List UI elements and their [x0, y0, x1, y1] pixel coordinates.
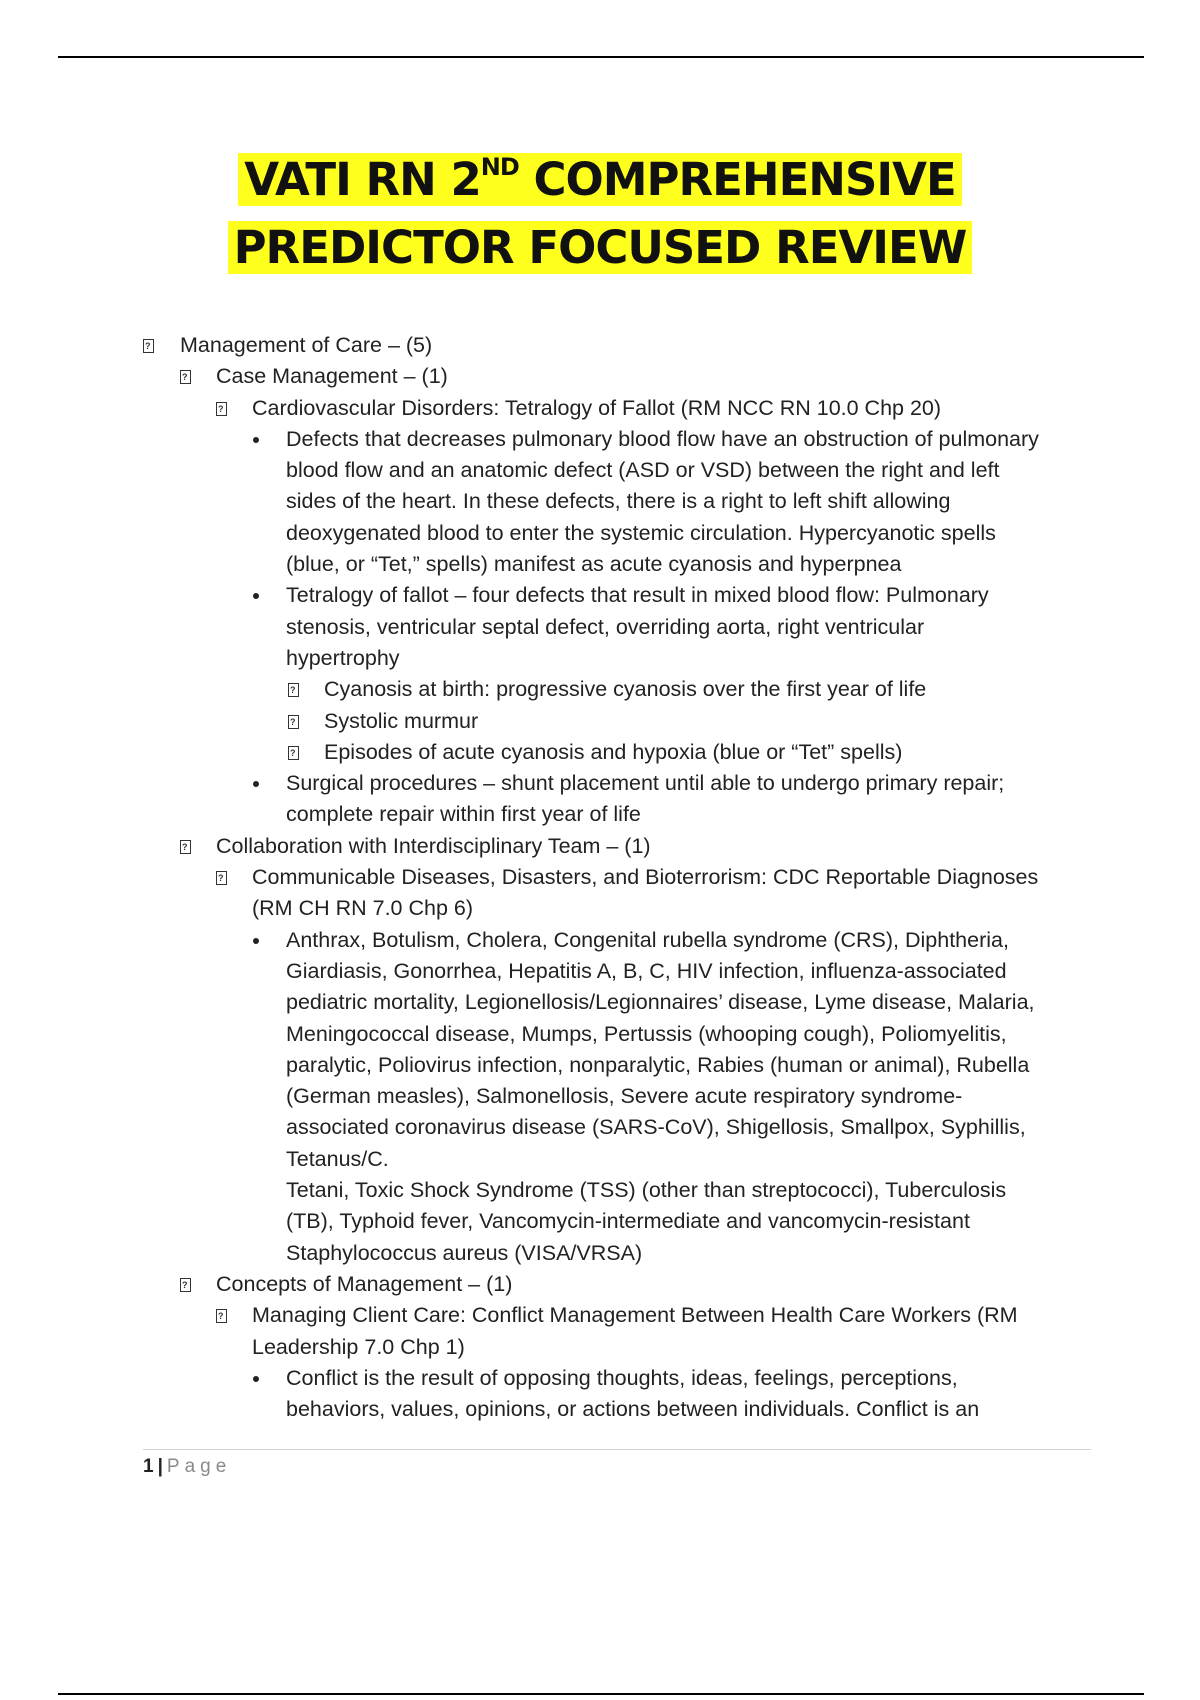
outline-line	[0, 1144, 1200, 1175]
outline-line	[0, 893, 1200, 924]
outline-text: sides of the heart. In these defects, there is a right to left shift allowing	[286, 489, 951, 514]
outline-line	[0, 330, 1200, 361]
missing-glyph-icon	[288, 683, 299, 697]
title-line-2: PREDICTOR FOCUSED REVIEW	[228, 221, 973, 274]
outline-line	[0, 706, 1200, 737]
outline-text: Staphylococcus aureus (VISA/VRSA)	[286, 1240, 643, 1265]
outline-line	[0, 1332, 1200, 1363]
outline-line	[0, 1300, 1200, 1331]
outline-line	[0, 1081, 1200, 1112]
outline-text: Case Management – (1)	[216, 364, 448, 389]
outline-line	[0, 393, 1200, 424]
outline-line	[0, 1112, 1200, 1143]
outline-text: Cardiovascular Disorders: Tetralogy of Fallot (RM NCC RN 10.0 Chp 20)	[252, 395, 942, 420]
outline-line	[0, 486, 1200, 517]
outline-text: Managing Client Care: Conflict Management Between Health Care Workers (RM	[252, 1303, 1018, 1328]
top-rule	[58, 56, 1144, 58]
outline-line	[0, 737, 1200, 768]
footer-rule	[143, 1449, 1091, 1450]
title-superscript: ND	[480, 153, 519, 181]
outline-text: Anthrax, Botulism, Cholera, Congenital rubella syndrome (CRS), Diphtheria,	[286, 927, 1009, 952]
outline-line	[0, 1050, 1200, 1081]
outline-line	[0, 1019, 1200, 1050]
outline-text: complete repair within first year of life	[286, 802, 641, 827]
outline-content	[0, 330, 1200, 1425]
outline-text: paralytic, Poliovirus infection, nonparalytic, Rabies (human or animal), Rubella	[286, 1052, 1030, 1077]
outline-text: (RM CH RN 7.0 Chp 6)	[252, 896, 474, 921]
outline-line	[0, 612, 1200, 643]
missing-glyph-icon	[216, 871, 227, 885]
outline-line	[0, 1394, 1200, 1425]
outline-text: Defects that decreases pulmonary blood flow have an obstruction of pulmonary	[286, 426, 1039, 451]
outline-line	[0, 580, 1200, 611]
outline-text: Communicable Diseases, Disasters, and Bioterrorism: CDC Reportable Diagnoses	[252, 865, 1039, 890]
outline-line	[0, 1269, 1200, 1300]
page-number: 1	[143, 1456, 154, 1477]
outline-line	[0, 361, 1200, 392]
bullet-icon	[253, 593, 259, 599]
footer-separator: |	[157, 1456, 163, 1477]
outline-line	[0, 1206, 1200, 1237]
outline-line	[0, 956, 1200, 987]
title-line-1	[238, 153, 961, 206]
outline-text: Collaboration with Interdisciplinary Team – (1)	[216, 833, 651, 858]
outline-text: behaviors, values, opinions, or actions between individuals. Conflict is an	[286, 1397, 980, 1422]
outline-text: deoxygenated blood to enter the systemic circulation. Hypercyanotic spells	[286, 520, 996, 545]
missing-glyph-icon	[180, 840, 191, 854]
outline-text: Cyanosis at birth: progressive cyanosis over the first year of life	[324, 677, 927, 702]
outline-text: Leadership 7.0 Chp 1)	[252, 1334, 465, 1359]
outline-line	[0, 862, 1200, 893]
outline-line	[0, 674, 1200, 705]
outline-text: pediatric mortality, Legionellosis/Legionnaires’ disease, Lyme disease, Malaria,	[286, 990, 1035, 1015]
outline-text: (German measles), Salmonellosis, Severe acute respiratory syndrome-	[286, 1084, 963, 1109]
outline-line	[0, 1175, 1200, 1206]
outline-line	[0, 455, 1200, 486]
outline-line	[0, 643, 1200, 674]
outline-text: Systolic murmur	[324, 708, 479, 733]
outline-line	[0, 518, 1200, 549]
outline-text: Tetralogy of fallot – four defects that result in mixed blood flow: Pulmonary	[286, 583, 989, 608]
outline-line	[0, 1238, 1200, 1269]
missing-glyph-icon	[180, 370, 191, 384]
outline-line	[0, 424, 1200, 455]
missing-glyph-icon	[288, 746, 299, 760]
outline-text: Episodes of acute cyanosis and hypoxia (blue or “Tet” spells)	[324, 739, 903, 764]
outline-text: Giardiasis, Gonorrhea, Hepatitis A, B, C, HIV infection, influenza-associated	[286, 958, 1007, 983]
outline-text: associated coronavirus disease (SARS-CoV), Shigellosis, Smallpox, Syphillis,	[286, 1115, 1026, 1140]
outline-text: (TB), Typhoid fever, Vancomycin-intermediate and vancomycin-resistant	[286, 1209, 970, 1234]
outline-text: Conflict is the result of opposing thoughts, ideas, feelings, perceptions,	[286, 1365, 958, 1390]
missing-glyph-icon	[180, 1278, 191, 1292]
title-line-1-prefix: VATI RN 2	[244, 153, 481, 206]
bullet-icon	[253, 1376, 259, 1382]
missing-glyph-icon	[216, 402, 227, 416]
outline-text: Tetanus/C.	[286, 1146, 389, 1171]
outline-line	[0, 987, 1200, 1018]
missing-glyph-icon	[143, 339, 154, 353]
outline-line	[0, 799, 1200, 830]
outline-text: Surgical procedures – shunt placement until able to undergo primary repair;	[286, 771, 1005, 796]
outline-text: (blue, or “Tet,” spells) manifest as acute cyanosis and hyperpnea	[286, 552, 902, 577]
outline-text: Concepts of Management – (1)	[216, 1271, 513, 1296]
outline-text: blood flow and an anatomic defect (ASD or VSD) between the right and left	[286, 458, 1000, 483]
outline-text: stenosis, ventricular septal defect, overriding aorta, right ventricular	[286, 614, 925, 639]
bottom-rule	[58, 1693, 1144, 1695]
document-title	[0, 146, 1200, 282]
missing-glyph-icon	[288, 715, 299, 729]
outline-text: Management of Care – (5)	[180, 333, 433, 357]
outline-text: Meningococcal disease, Mumps, Pertussis (whooping cough), Poliomyelitis,	[286, 1021, 1007, 1046]
outline-text: Tetani, Toxic Shock Syndrome (TSS) (other than streptococci), Tuberculosis	[286, 1178, 1007, 1203]
outline-line	[0, 831, 1200, 862]
bullet-icon	[253, 781, 259, 787]
bullet-icon	[253, 437, 259, 443]
outline-text: hypertrophy	[286, 645, 400, 670]
outline-line	[0, 925, 1200, 956]
outline-line	[0, 549, 1200, 580]
bullet-icon	[253, 938, 259, 944]
outline-line	[0, 768, 1200, 799]
missing-glyph-icon	[216, 1309, 227, 1323]
page-footer	[143, 1455, 231, 1479]
title-line-1-suffix: COMPREHENSIVE	[518, 153, 956, 206]
outline-line	[0, 1363, 1200, 1394]
page-label: Page	[166, 1456, 232, 1477]
